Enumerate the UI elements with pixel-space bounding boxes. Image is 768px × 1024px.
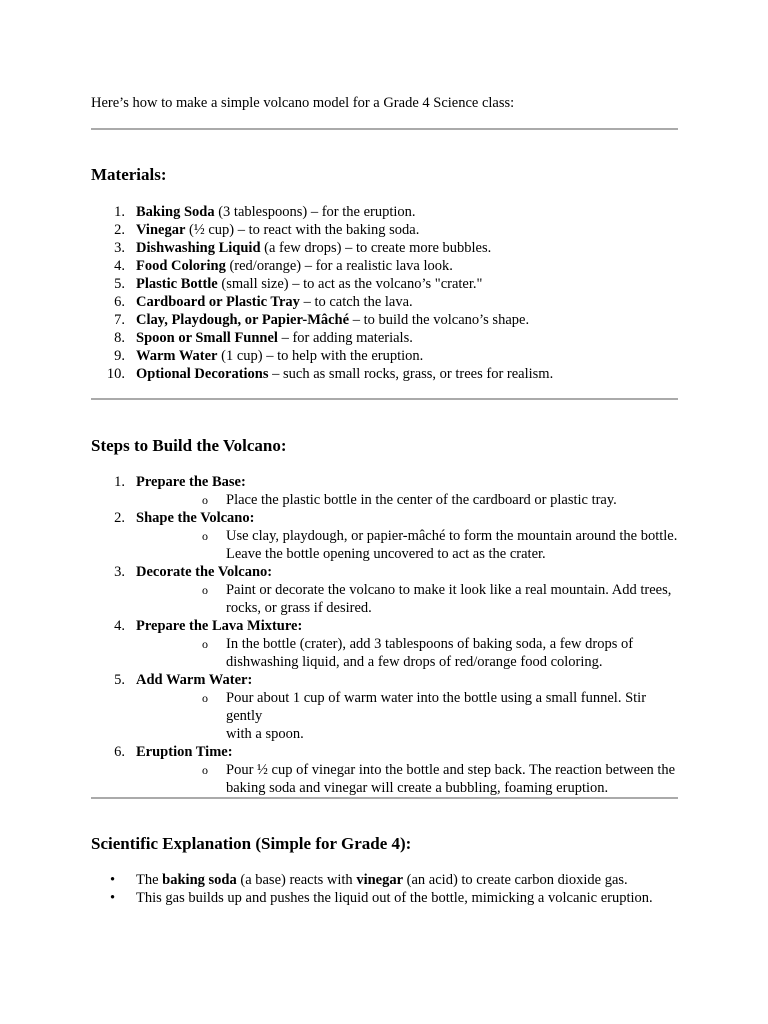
list-number: 3. [114, 564, 125, 580]
list-number: 6. [114, 294, 125, 310]
materials-heading: Materials: [91, 165, 167, 184]
step-line [136, 635, 681, 653]
sub-bullet-icon: o [202, 583, 208, 597]
step-text: baking soda and vinegar will create a bubbling, foaming eruption. [226, 780, 609, 796]
sub-bullet-icon: o [202, 529, 208, 543]
list-number: 9. [114, 348, 125, 364]
steps-heading: Steps to Build the Volcano: [91, 436, 287, 455]
material-desc: (½ cup) – to react with the baking soda. [185, 222, 420, 238]
step-text: Pour about 1 cup of warm water into the bottle using a small funnel. Stir gently [226, 690, 647, 724]
intro-text: Here’s how to make a simple volcano model for a Grade 4 Science class: [91, 95, 515, 111]
list-number: 2. [114, 222, 125, 238]
material-desc: (a few drops) – to create more bubbles. [260, 240, 492, 256]
step-item [91, 473, 681, 509]
material-desc: (small size) – to act as the volcano’s "crater." [217, 276, 483, 292]
step-text: rocks, or grass if desired. [226, 600, 372, 616]
bold-term: vinegar [356, 872, 404, 888]
list-item [91, 365, 681, 383]
text: This gas builds up and pushes the liquid out of the bottle, mimicking a volcanic eruption. [136, 890, 653, 906]
material-desc: (red/orange) – for a realistic lava look. [225, 258, 453, 274]
step-line [136, 491, 681, 509]
text: (a base) reacts with [236, 872, 357, 888]
step-text: Paint or decorate the volcano to make it look like a real mountain. Add trees, [226, 582, 672, 598]
list-item [91, 889, 681, 907]
step-line [136, 545, 681, 563]
material-name: Cardboard or Plastic Tray [136, 294, 300, 310]
steps-list [91, 473, 681, 797]
step-title: Decorate the Volcano: [136, 564, 273, 580]
step-title: Prepare the Base: [136, 474, 246, 490]
list-item [91, 329, 681, 347]
list-item [91, 203, 681, 221]
sub-bullet-icon: o [202, 763, 208, 777]
bullet-icon: • [110, 890, 116, 906]
step-text: Place the plastic bottle in the center of the cardboard or plastic tray. [226, 492, 617, 508]
material-desc: – to build the volcano’s shape. [349, 312, 530, 328]
list-item [91, 871, 681, 889]
step-item [91, 671, 681, 743]
step-text: In the bottle (crater), add 3 tablespoons of baking soda, a few drops of [226, 636, 634, 652]
material-name: Vinegar [136, 222, 186, 238]
step-line [136, 599, 681, 617]
sub-bullet-icon: o [202, 637, 208, 651]
list-number: 7. [114, 312, 125, 328]
material-name: Spoon or Small Funnel [136, 330, 278, 346]
material-name: Food Coloring [136, 258, 226, 274]
step-title: Add Warm Water: [136, 672, 253, 688]
sub-bullet-icon: o [202, 691, 208, 705]
material-desc: – such as small rocks, grass, or trees for realism. [268, 366, 554, 382]
material-desc: (1 cup) – to help with the eruption. [217, 348, 424, 364]
step-text: Leave the bottle opening uncovered to act as the crater. [226, 546, 546, 562]
list-number: 1. [114, 204, 125, 220]
step-text: dishwashing liquid, and a few drops of red/orange food coloring. [226, 654, 603, 670]
science-list [91, 871, 681, 907]
text: The [136, 872, 163, 888]
step-line [136, 689, 681, 725]
list-number: 1. [114, 474, 125, 490]
material-name: Clay, Playdough, or Papier-Mâché [136, 312, 350, 328]
list-number: 5. [114, 672, 125, 688]
sub-bullet-icon: o [202, 493, 208, 507]
list-item [91, 293, 681, 311]
material-name: Baking Soda [136, 204, 215, 220]
step-text: with a spoon. [226, 726, 304, 742]
step-line [136, 779, 681, 797]
step-title: Prepare the Lava Mixture: [136, 618, 303, 634]
list-number: 4. [114, 258, 125, 274]
divider [91, 398, 678, 400]
material-name: Warm Water [136, 348, 218, 364]
material-desc: (3 tablespoons) – for the eruption. [214, 204, 416, 220]
step-item [91, 563, 681, 617]
list-item [91, 257, 681, 275]
step-line [136, 653, 681, 671]
list-item [91, 347, 681, 365]
list-number: 5. [114, 276, 125, 292]
step-text: Pour ½ cup of vinegar into the bottle and step back. The reaction between the [226, 762, 676, 778]
divider [91, 797, 678, 799]
text: (an acid) to create carbon dioxide gas. [403, 872, 628, 888]
step-line [136, 725, 681, 743]
step-line [136, 581, 681, 599]
list-number: 10. [106, 366, 125, 382]
step-item [91, 743, 681, 797]
step-line [136, 761, 681, 779]
step-text: Use clay, playdough, or papier-mâché to form the mountain around the bottle. [226, 528, 678, 544]
list-item [91, 221, 681, 239]
bullet-icon: • [110, 872, 116, 888]
step-title: Eruption Time: [136, 744, 233, 760]
list-number: 4. [114, 618, 125, 634]
step-item [91, 509, 681, 563]
bold-term: baking soda [162, 872, 237, 888]
science-heading: Scientific Explanation (Simple for Grade 4): [91, 834, 412, 853]
list-item [91, 239, 681, 257]
material-desc: – for adding materials. [277, 330, 413, 346]
step-title: Shape the Volcano: [136, 510, 255, 526]
materials-list [91, 203, 681, 383]
material-name: Plastic Bottle [136, 276, 218, 292]
step-item [91, 617, 681, 671]
list-number: 2. [114, 510, 125, 526]
step-line [136, 527, 681, 545]
list-number: 6. [114, 744, 125, 760]
list-item [91, 275, 681, 293]
material-name: Optional Decorations [136, 366, 269, 382]
list-number: 8. [114, 330, 125, 346]
list-item [91, 311, 681, 329]
material-desc: – to catch the lava. [299, 294, 413, 310]
list-number: 3. [114, 240, 125, 256]
divider [91, 128, 678, 130]
material-name: Dishwashing Liquid [136, 240, 261, 256]
